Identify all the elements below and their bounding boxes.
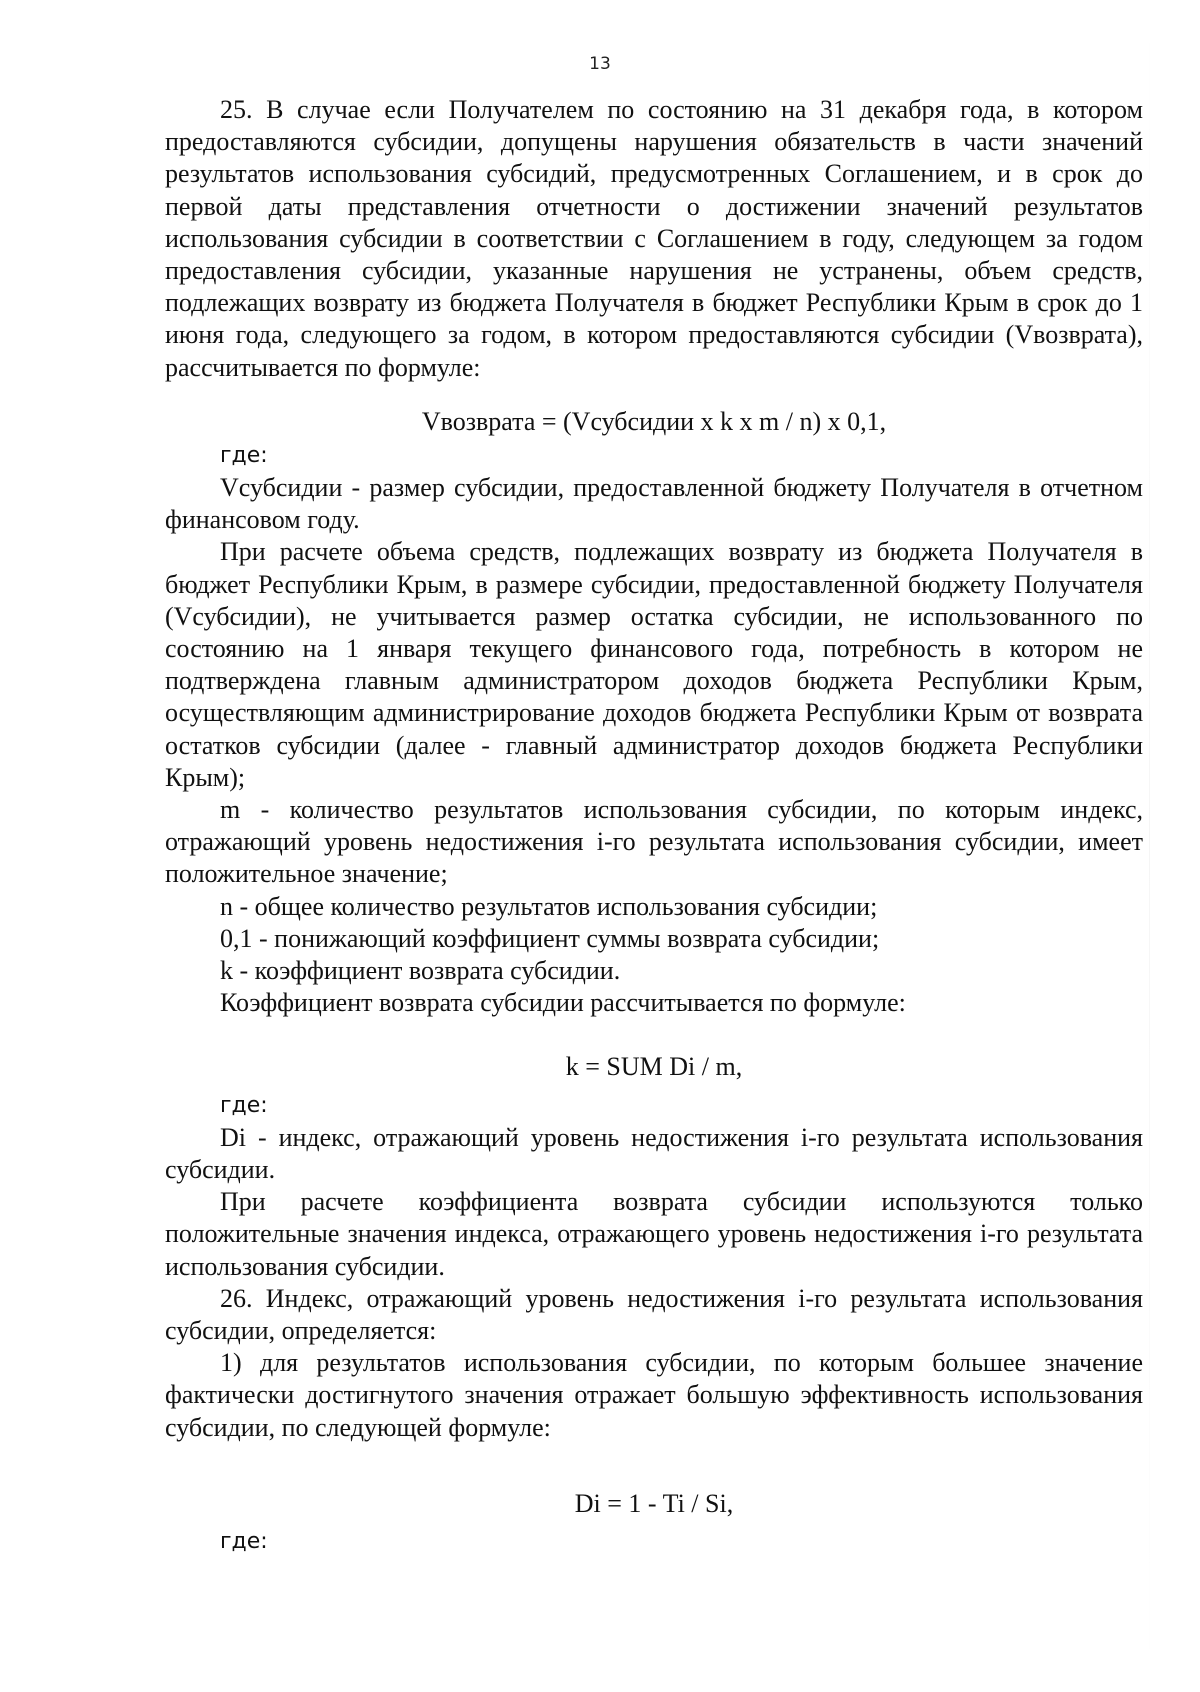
definition-m: m - количество результатов использования субсидии, по которым индекс, отражающий уровень недостижения i-го результата использования субсидии, имеет положительное значение;: [165, 795, 1143, 889]
paragraph-26: 26. Индекс, отражающий уровень недостижения i-го результата использования субсидии, определяется:: [165, 1283, 1143, 1345]
where-label: где:: [220, 1528, 268, 1554]
where-label: где:: [220, 1092, 268, 1118]
k-formula-intro: Коэффициент возврата субсидии рассчитывается по формуле:: [220, 988, 906, 1018]
definition-coefficient-0-1: 0,1 - понижающий коэффициент суммы возврата субсидии;: [220, 923, 880, 953]
formula-di: Di = 1 - Ti / Si,: [574, 1488, 734, 1518]
paragraph-25: 25. В случае если Получателем по состоянию на 31 декабря года, в котором предоставляются субсидии, допущены нарушения обязательств в части значений результатов использования субсидий, предусмотренных Соглашением, и в срок до первой даты представления отчетности о достижении значений результатов использования субсидии в соответствии с Соглашением в году, следующем за годом предоставления субсидии, указанные нарушения не устранены, объем средств, подлежащих возврату из бюджета Получателя в бюджет Республики Крым в срок до 1 июня года, следующего за годом, в котором предоставляются субсидии (Vвозврата), рассчитывается по формуле:: [165, 95, 1143, 382]
list-item-1: 1) для результатов использования субсидии, по которым большее значение фактически достигнутого значения отражает большую эффективность использования субсидии, по следующей формуле:: [165, 1348, 1143, 1442]
definition-di: Di - индекс, отражающий уровень недостижения i-го результата использования субсидии.: [165, 1122, 1143, 1184]
paragraph-k-calculation: При расчете коэффициента возврата субсидии используются только положительные значения индекса, отражающего уровень недостижения i-го результата использования субсидии.: [165, 1187, 1143, 1281]
definition-n: n - общее количество результатов использования субсидии;: [220, 891, 878, 921]
paragraph-calculation-note: При расчете объема средств, подлежащих возврату из бюджета Получателя в бюджет Республики Крым, в размере субсидии, предоставленной бюджету Получателя (Vсубсидии), не учитывается размер остатка субсидии, не использованного по состоянию на 1 января текущего финансового года, потребность в котором не подтверждена главным администратором доходов бюджета Республики Крым, осуществляющим администрирование доходов бюджета Республики Крым от возврата остатков субсидии (далее - главный администратор доходов бюджета Республики Крым);: [165, 537, 1143, 792]
page-number: 13: [589, 54, 611, 74]
document-body: [165, 94, 1143, 1558]
definition-v-subsidii: Vсубсидии - размер субсидии, предоставленной бюджету Получателя в отчетном финансовом году.: [165, 473, 1143, 535]
scan-edge-shadow: [1149, 0, 1150, 1692]
definition-k: k - коэффициент возврата субсидии.: [220, 956, 621, 986]
formula-k: k = SUM Di / m,: [565, 1052, 743, 1082]
where-label: где:: [220, 443, 268, 469]
formula-v-vozvrata: Vвозврата = (Vсубсидии x k x m / n) x 0,1,: [421, 406, 887, 436]
